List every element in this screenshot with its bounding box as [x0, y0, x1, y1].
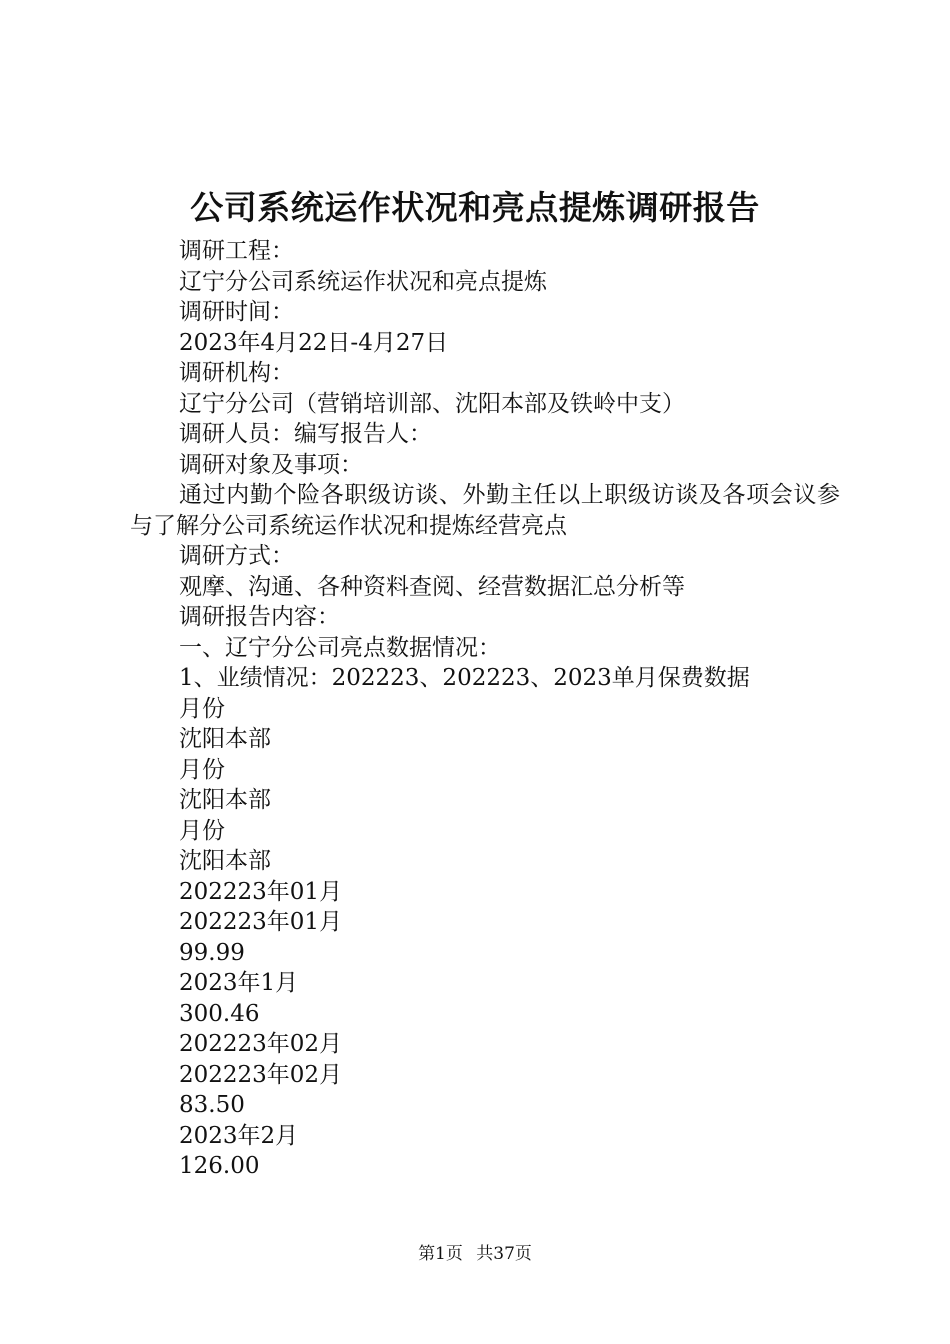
text-line: 观摩、沟通、各种资料查阅、经营数据汇总分析等 — [179, 573, 685, 600]
table-cell: 126.00 — [179, 1153, 260, 1179]
document-body — [130, 236, 840, 1182]
table-cell: 月份 — [179, 817, 225, 844]
table-cell: 300.46 — [179, 1000, 260, 1027]
table-cell: 2023年2月 — [179, 1122, 299, 1149]
table-cell: 沈阳本部 — [179, 726, 271, 752]
text-line: 调研对象及事项： — [179, 451, 363, 478]
page-title: 公司系统运作状况和亮点提炼调研报告 — [190, 188, 760, 227]
table-cell: 沈阳本部 — [179, 787, 271, 813]
table-cell: 202223年02月 — [179, 1061, 343, 1088]
text-line: 2023年4月22日-4月27日 — [179, 329, 449, 356]
table-cell: 83.50 — [179, 1092, 245, 1118]
page-footer — [0, 1243, 950, 1265]
text-line: 调研报告内容： — [179, 604, 340, 630]
table-cell: 202223年01月 — [179, 909, 343, 935]
page-total: 共37页 — [476, 1244, 532, 1264]
text-line: 调研时间： — [179, 299, 294, 325]
table-cell: 2023年1月 — [179, 970, 299, 996]
table-cell: 月份 — [179, 756, 225, 783]
text-line: 辽宁分公司系统运作状况和亮点提炼 — [179, 268, 547, 295]
text-line: 调研机构： — [179, 360, 294, 386]
table-cell: 202223年02月 — [179, 1031, 343, 1057]
subsection-heading: 1、业绩情况：202223、202223、2023单月保费数据 — [179, 665, 750, 691]
table-cell: 月份 — [179, 695, 225, 722]
text-line: 调研工程： — [179, 238, 294, 264]
table-cell: 99.99 — [179, 939, 245, 966]
page-number: 第1页 — [418, 1244, 463, 1264]
text-line: 调研方式： — [179, 543, 294, 569]
table-cell: 202223年01月 — [179, 878, 343, 905]
text-line: 辽宁分公司（营销培训部、沈阳本部及铁岭中支） — [179, 390, 685, 417]
section-heading: 一、辽宁分公司亮点数据情况： — [179, 634, 501, 661]
text-line: 调研人员：编写报告人： — [179, 421, 432, 447]
table-cell: 沈阳本部 — [179, 848, 271, 874]
body-paragraph: 通过内勤个险各职级访谈、外勤主任以上职级访谈及各项会议参与了解分公司系统运作状况和提炼经营亮点 — [130, 482, 840, 539]
